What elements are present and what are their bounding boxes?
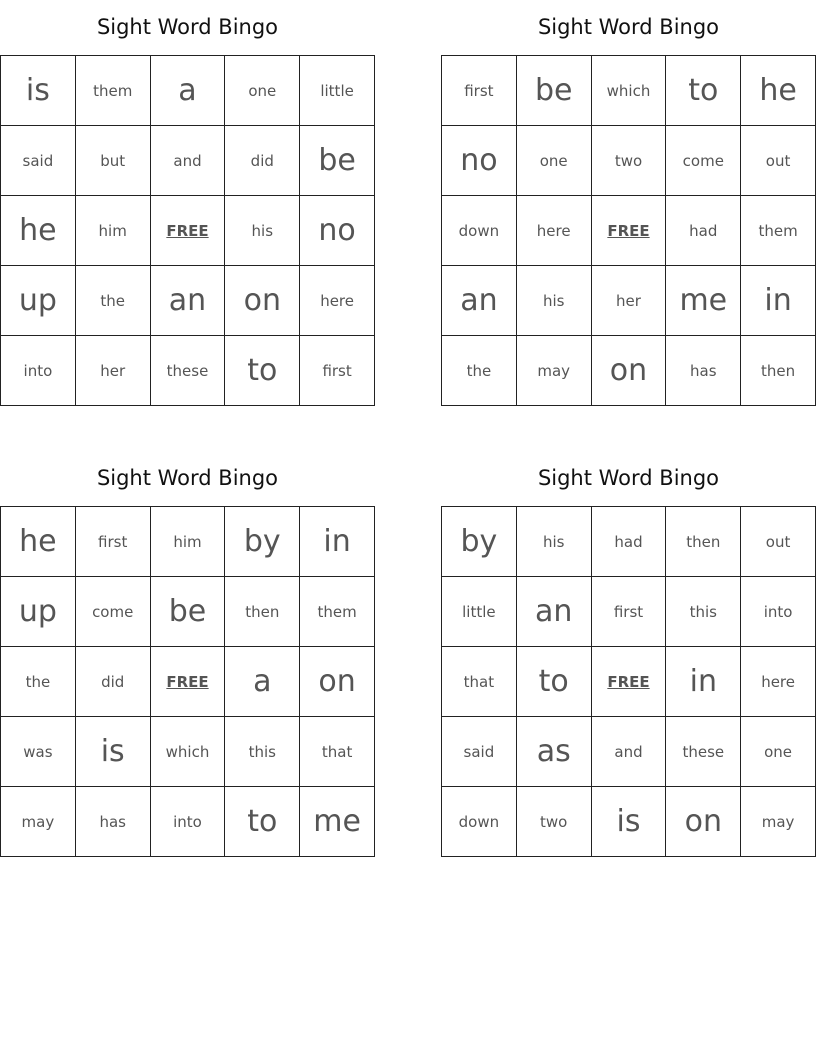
bingo-cell: to xyxy=(666,56,741,126)
bingo-cell: did xyxy=(225,126,300,196)
bingo-cell: little xyxy=(300,56,375,126)
bingo-cell: up xyxy=(1,266,76,336)
bingo-cell: the xyxy=(76,266,151,336)
bingo-cell: one xyxy=(741,717,816,787)
bingo-cell: that xyxy=(300,717,375,787)
bingo-cell: no xyxy=(442,126,517,196)
bingo-grid xyxy=(0,506,375,857)
bingo-cell: first xyxy=(300,336,375,406)
bingo-cell: no xyxy=(300,196,375,266)
bingo-cell: come xyxy=(76,577,151,647)
bingo-cell: is xyxy=(1,56,76,126)
bingo-cell: an xyxy=(442,266,517,336)
bingo-cell: and xyxy=(151,126,226,196)
card-title: Sight Word Bingo xyxy=(537,15,720,39)
bingo-cell: to xyxy=(517,647,592,717)
bingo-cell: them xyxy=(76,56,151,126)
bingo-cell: him xyxy=(76,196,151,266)
bingo-cell: this xyxy=(666,577,741,647)
bingo-cell: on xyxy=(225,266,300,336)
bingo-cell: on xyxy=(300,647,375,717)
bingo-cell: into xyxy=(1,336,76,406)
bingo-cell: first xyxy=(592,577,667,647)
bingo-cell: his xyxy=(517,266,592,336)
bingo-cell: little xyxy=(442,577,517,647)
bingo-cell: this xyxy=(225,717,300,787)
bingo-cell: in xyxy=(300,507,375,577)
free-space: FREE xyxy=(151,647,226,717)
bingo-cell: a xyxy=(151,56,226,126)
bingo-cell: did xyxy=(76,647,151,717)
bingo-cell: here xyxy=(741,647,816,717)
bingo-cell: he xyxy=(741,56,816,126)
bingo-cell: on xyxy=(666,787,741,857)
bingo-cell: her xyxy=(76,336,151,406)
bingo-grid xyxy=(441,506,816,857)
bingo-cell: first xyxy=(442,56,517,126)
bingo-cell: one xyxy=(517,126,592,196)
bingo-card xyxy=(441,462,816,857)
bingo-cell: then xyxy=(666,507,741,577)
bingo-cell: to xyxy=(225,787,300,857)
bingo-cell: had xyxy=(592,507,667,577)
bingo-cell: is xyxy=(76,717,151,787)
bingo-cell: was xyxy=(1,717,76,787)
bingo-cell: in xyxy=(741,266,816,336)
bingo-cell: had xyxy=(666,196,741,266)
card-title: Sight Word Bingo xyxy=(537,466,720,490)
card-title: Sight Word Bingo xyxy=(96,15,279,39)
bingo-cell: two xyxy=(517,787,592,857)
bingo-cell: the xyxy=(442,336,517,406)
bingo-cell: his xyxy=(517,507,592,577)
bingo-cell: here xyxy=(517,196,592,266)
bingo-cell: one xyxy=(225,56,300,126)
bingo-cell: which xyxy=(592,56,667,126)
bingo-cell: by xyxy=(442,507,517,577)
bingo-cell: said xyxy=(442,717,517,787)
bingo-cell: may xyxy=(741,787,816,857)
bingo-cell: has xyxy=(666,336,741,406)
bingo-cell: on xyxy=(592,336,667,406)
bingo-cell: them xyxy=(300,577,375,647)
bingo-cell: may xyxy=(1,787,76,857)
bingo-cell: which xyxy=(151,717,226,787)
bingo-cell: into xyxy=(741,577,816,647)
bingo-cell: has xyxy=(76,787,151,857)
bingo-cell: as xyxy=(517,717,592,787)
bingo-cell: then xyxy=(741,336,816,406)
bingo-cell: may xyxy=(517,336,592,406)
bingo-cell: me xyxy=(300,787,375,857)
bingo-cell: here xyxy=(300,266,375,336)
bingo-card xyxy=(441,11,816,406)
bingo-cell: him xyxy=(151,507,226,577)
bingo-cell: these xyxy=(666,717,741,787)
bingo-cell: out xyxy=(741,126,816,196)
bingo-grid xyxy=(0,55,375,406)
bingo-cell: be xyxy=(517,56,592,126)
free-space: FREE xyxy=(151,196,226,266)
free-space: FREE xyxy=(592,196,667,266)
bingo-cell: by xyxy=(225,507,300,577)
bingo-cell: be xyxy=(151,577,226,647)
bingo-cell: the xyxy=(1,647,76,717)
bingo-cell: then xyxy=(225,577,300,647)
bingo-cell: out xyxy=(741,507,816,577)
bingo-cell: down xyxy=(442,787,517,857)
bingo-cell: first xyxy=(76,507,151,577)
bingo-cell: an xyxy=(151,266,226,336)
bingo-cell: he xyxy=(1,196,76,266)
bingo-cell: a xyxy=(225,647,300,717)
bingo-cell: be xyxy=(300,126,375,196)
bingo-cell: them xyxy=(741,196,816,266)
bingo-cell: said xyxy=(1,126,76,196)
bingo-cell: in xyxy=(666,647,741,717)
bingo-cell: and xyxy=(592,717,667,787)
bingo-cell: that xyxy=(442,647,517,717)
card-title: Sight Word Bingo xyxy=(96,466,279,490)
bingo-cell: an xyxy=(517,577,592,647)
bingo-cell: her xyxy=(592,266,667,336)
bingo-cell: into xyxy=(151,787,226,857)
bingo-cell: these xyxy=(151,336,226,406)
bingo-card xyxy=(0,11,375,406)
bingo-cell: he xyxy=(1,507,76,577)
bingo-cell: down xyxy=(442,196,517,266)
bingo-cell: his xyxy=(225,196,300,266)
bingo-cell: is xyxy=(592,787,667,857)
bingo-cell: to xyxy=(225,336,300,406)
bingo-cell: come xyxy=(666,126,741,196)
bingo-grid xyxy=(441,55,816,406)
bingo-card xyxy=(0,462,375,857)
bingo-cell: up xyxy=(1,577,76,647)
bingo-cell: but xyxy=(76,126,151,196)
bingo-cell: two xyxy=(592,126,667,196)
bingo-cell: me xyxy=(666,266,741,336)
free-space: FREE xyxy=(592,647,667,717)
